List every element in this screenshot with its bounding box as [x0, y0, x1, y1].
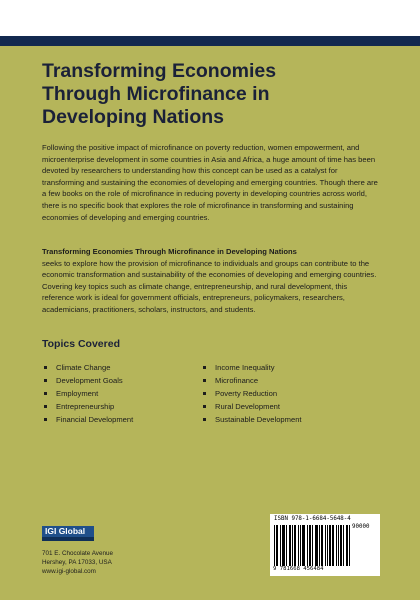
- barcode-bar: [302, 525, 303, 566]
- barcode-bar: [346, 525, 347, 566]
- barcode-bar: [283, 525, 284, 566]
- barcode-bar: [325, 525, 326, 566]
- topic-label: Microfinance: [215, 376, 259, 385]
- barcode-bar: [315, 525, 316, 566]
- topics-list-right: [203, 361, 353, 426]
- bullet-icon: [44, 379, 47, 382]
- bullet-icon: [44, 366, 47, 369]
- topic-label: Financial Development: [56, 415, 134, 424]
- barcode-bar: [298, 525, 299, 566]
- address-line: Hershey, PA 17033, USA: [42, 559, 112, 566]
- barcode-bar: [309, 525, 310, 566]
- title-line: Transforming Economies: [42, 60, 277, 82]
- publisher-website: www.igi-global.com: [42, 568, 96, 575]
- topic-item: [44, 400, 194, 413]
- topic-item: [203, 387, 353, 400]
- topic-label: Sustainable Development: [215, 415, 302, 424]
- barcode-bar: [332, 525, 333, 566]
- topics-list-left: [44, 361, 194, 426]
- topic-label: Poverty Reduction: [215, 389, 278, 398]
- barcode-bar: [347, 525, 348, 566]
- address-line: 701 E. Chocolate Avenue: [42, 550, 113, 557]
- barcode-bar: [307, 525, 308, 566]
- topics-heading: Topics Covered: [42, 338, 120, 350]
- barcode-bar: [340, 525, 341, 566]
- topic-item: [203, 361, 353, 374]
- barcode-bar: [290, 525, 291, 566]
- barcode-bar: [274, 525, 275, 566]
- topic-label: Climate Change: [56, 363, 111, 372]
- title-line: Through Microfinance in: [42, 83, 270, 105]
- barcode-bar: [294, 525, 295, 566]
- barcode-bar: [276, 525, 277, 566]
- isbn-label: ISBN 978-1-6684-5648-4: [274, 516, 351, 522]
- topic-item: [44, 374, 194, 387]
- topic-label: Development Goals: [56, 376, 123, 385]
- barcode-bar: [343, 525, 344, 566]
- barcode-bar: [316, 525, 317, 566]
- topic-label: Income Inequality: [215, 363, 275, 372]
- topic-item: [203, 374, 353, 387]
- barcode-digits: 9 781668 456484: [273, 566, 324, 572]
- top-navy-band: [0, 36, 420, 46]
- description-paragraph: Following the positive impact of microfinance on poverty reduction, women empowerment, and microenterprise development in some countries in Asia and Africa, a huge amount of time has been devoted by researchers to understanding how this concept can be used as a catalyst for transforming and sustaining the economies of developing and emerging countries. Though there are a few books on the role of microfinance in reducing poverty in developing countries across world, there is no specific book that explores the role of microfinance in transforming and sustaining economies of developing and emerging countries.: [42, 143, 378, 222]
- summary-body: seeks to explore how the provision of microfinance to individuals and groups can contribute to the economic transformation and sustainability of the economies of developing and emerging countries. Covering key topics such as climate change, entrepreneurship, and rural development, this reference work is ideal for government officials, entrepreneurs, policymakers, researchers, academicians, practitioners, scholars, instructors, and students.: [42, 258, 377, 314]
- barcode-bar: [300, 525, 301, 566]
- barcode-bar: [284, 525, 285, 566]
- topic-label: Employment: [56, 389, 99, 398]
- barcode-bar: [303, 525, 304, 566]
- barcode-bar: [317, 525, 318, 566]
- barcode-bars: [274, 525, 350, 566]
- bullet-icon: [44, 418, 47, 421]
- topic-item: [203, 413, 353, 426]
- barcode-bar: [304, 525, 305, 566]
- barcode-bar: [280, 525, 281, 566]
- barcode-bar: [319, 525, 320, 566]
- barcode-bar: [289, 525, 290, 566]
- publisher-logo-text: IGI Global: [45, 526, 86, 536]
- barcode-bar: [282, 525, 283, 566]
- barcode-bar: [277, 525, 278, 566]
- summary-paragraph: [42, 246, 380, 316]
- barcode-bar: [321, 525, 322, 566]
- barcode-bar: [295, 525, 296, 566]
- topic-label: Rural Development: [215, 402, 280, 411]
- isbn-barcode: [270, 514, 380, 576]
- bullet-icon: [203, 392, 206, 395]
- logo-underline: [42, 537, 94, 541]
- title-line: Developing Nations: [42, 106, 225, 128]
- summary-lead-title: Transforming Economies Through Microfinance in Developing Nations: [42, 247, 297, 256]
- bullet-icon: [203, 379, 206, 382]
- bullet-icon: [203, 418, 206, 421]
- topic-item: [44, 387, 194, 400]
- price-code: 90000: [352, 524, 370, 530]
- barcode-bar: [341, 525, 342, 566]
- publisher-logo: [42, 526, 94, 541]
- barcode-bar: [338, 525, 339, 566]
- barcode-bar: [349, 525, 350, 566]
- book-title: [42, 60, 382, 129]
- topic-item: [44, 361, 194, 374]
- barcode-bar: [292, 525, 293, 566]
- barcode-bar: [310, 525, 311, 566]
- topic-item: [44, 413, 194, 426]
- barcode-bar: [330, 525, 331, 566]
- topic-label: Entrepreneurship: [56, 402, 115, 411]
- barcode-bar: [336, 525, 337, 566]
- barcode-bar: [312, 525, 313, 566]
- bullet-icon: [203, 405, 206, 408]
- bullet-icon: [203, 366, 206, 369]
- barcode-bar: [329, 525, 330, 566]
- publisher-address: [42, 549, 113, 576]
- barcode-bar: [327, 525, 328, 566]
- barcode-bar: [322, 525, 323, 566]
- barcode-bar: [333, 525, 334, 566]
- bullet-icon: [44, 392, 47, 395]
- barcode-bar: [286, 525, 287, 566]
- topic-item: [203, 400, 353, 413]
- bullet-icon: [44, 405, 47, 408]
